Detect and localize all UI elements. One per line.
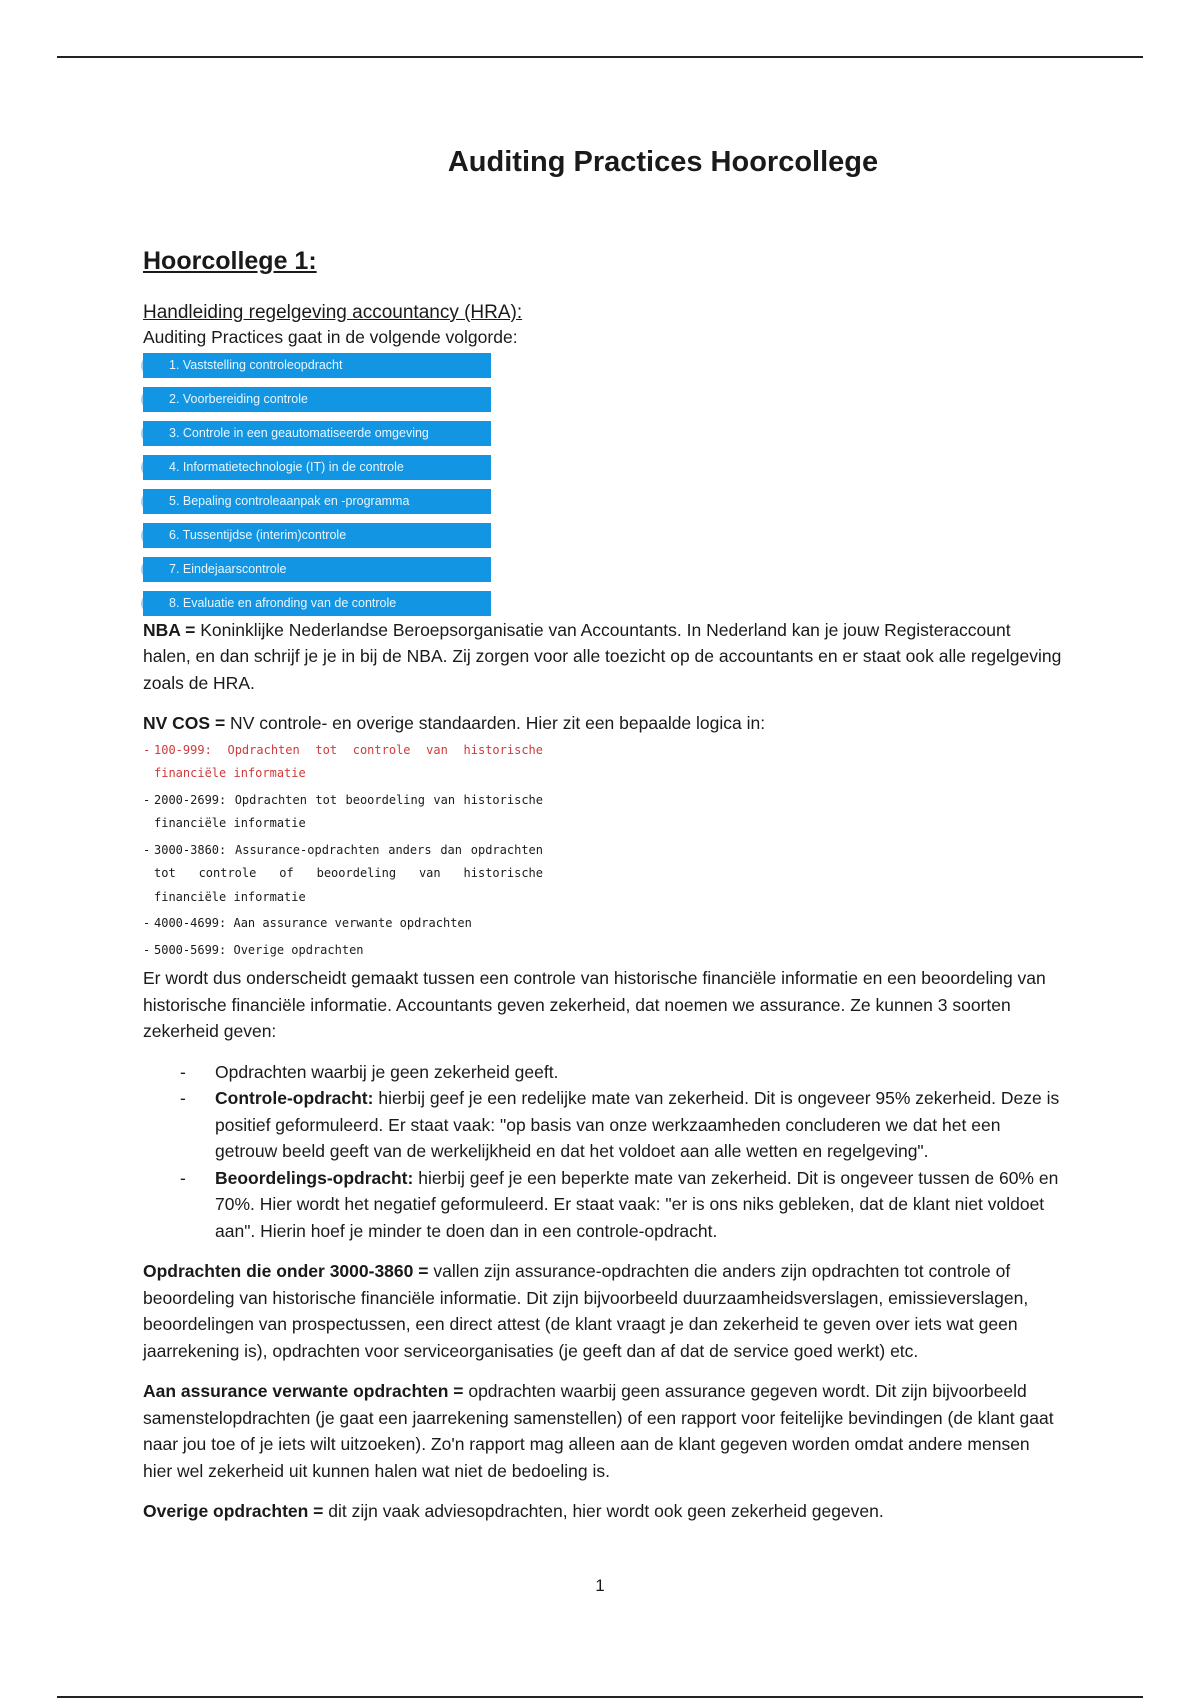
- audit-step-label: 3. Controle in een geautomatiseerde omgeving: [143, 421, 491, 446]
- code-range-item: - 100-999: Opdrachten tot controle van historische financiële informatie: [143, 739, 543, 786]
- nba-term: NBA =: [143, 619, 196, 640]
- audit-step-label: 2. Voorbereiding controle: [143, 387, 491, 412]
- standards-code-list: [143, 739, 543, 963]
- assurance-type-term: Beoordelings-opdracht:: [215, 1167, 414, 1188]
- paragraph-overige-opdrachten: [143, 1498, 1063, 1525]
- document-page: [143, 140, 1063, 1525]
- term-verwante-opdrachten: Aan assurance verwante opdrachten =: [143, 1381, 464, 1401]
- audit-step-item: [143, 557, 1063, 591]
- assurance-type-text: Opdrachten waarbij je geen zekerheid geeft.: [215, 1061, 559, 1082]
- audit-step-label: 1. Vaststelling controleopdracht: [143, 353, 491, 378]
- nvcos-paragraph: [143, 710, 1063, 737]
- paragraph-3000-3860: [143, 1258, 1063, 1364]
- definition-3000-3860: vallen zijn assurance-opdrachten die anders zijn opdrachten tot controle of beoordeling van historische financiële informatie. Dit zijn bijvoorbeeld duurzaamheidsverslagen, emissieverslagen, beoordelingen van prospectussen, een direct attest (de klant vraagt je dan zekerheid te geven over iets wat geen jaarrekening is), opdrachten voor serviceorganisaties (je geeft dan af dat de service goed werkt) etc.: [143, 1261, 1029, 1361]
- code-range-item: - 4000-4699: Aan assurance verwante opdrachten: [143, 912, 543, 936]
- audit-step-label: 5. Bepaling controleaanpak en -programma: [143, 489, 491, 514]
- assurance-intro-paragraph: Er wordt dus onderscheidt gemaakt tussen een controle van historische financiële informatie en een beoordeling van historische financiële informatie. Accountants geven zekerheid, dat noemen we assurance. Ze kunnen 3 soorten zekerheid geven:: [143, 968, 1046, 1041]
- assurance-type-item: [143, 1165, 1063, 1245]
- audit-step-label: 4. Informatietechnologie (IT) in de controle: [143, 455, 491, 480]
- paragraph-verwante-opdrachten: [143, 1378, 1063, 1484]
- page-number: 1: [595, 1576, 605, 1595]
- nba-definition: Koninklijke Nederlandse Beroepsorganisatie van Accountants. In Nederland kan je jouw Registeraccount halen, en dan schrijf je je in bij de NBA. Zij zorgen voor alle toezicht op de accountants en er staat ook alle regelgeving zoals de HRA.: [143, 619, 1062, 693]
- header-rule: [57, 56, 1143, 58]
- assurance-type-item: [143, 1059, 1063, 1086]
- definition-verwante-opdrachten: opdrachten waarbij geen assurance gegeven wordt. Dit zijn bijvoorbeeld samenstelopdrachten (je gaat een jaarrekening samenstellen) of een rapport voor feitelijke bevindingen (de klant gaat naar jou toe of je iets wilt uitzoeken). Zo'n rapport mag alleen aan de klant gegeven worden omdat andere mensen hier wel zekerheid uit kunnen halen wat niet de bedoeling is.: [143, 1381, 1054, 1481]
- code-range-item: - 3000-3860: Assurance-opdrachten anders dan opdrachten tot controle of beoordeling van historische financiële informatie: [143, 839, 543, 910]
- audit-step-label: 6. Tussentijdse (interim)controle: [143, 523, 491, 548]
- footer-rule: [57, 1696, 1143, 1698]
- nvcos-definition: NV controle- en overige standaarden. Hier zit een bepaalde logica in:: [225, 713, 766, 733]
- document-title: Auditing Practices Hoorcollege: [447, 146, 879, 178]
- audit-step-item: [143, 455, 1063, 489]
- assurance-type-item: [143, 1085, 1063, 1165]
- audit-step-item: [143, 421, 1063, 455]
- code-range-item: - 2000-2699: Opdrachten tot beoordeling van historische financiële informatie: [143, 789, 543, 836]
- nba-paragraph: [143, 617, 1063, 697]
- nvcos-term: NV COS =: [143, 713, 226, 733]
- term-3000-3860: Opdrachten die onder 3000-3860 =: [143, 1261, 429, 1281]
- audit-step-item: [143, 489, 1063, 523]
- assurance-types-list: [143, 1059, 1063, 1245]
- audit-step-item: [143, 591, 1063, 617]
- term-overige-opdrachten: Overige opdrachten =: [143, 1501, 324, 1521]
- heading-hoorcollege-1: Hoorcollege 1:: [143, 247, 317, 275]
- audit-step-item: [143, 353, 1063, 387]
- audit-step-label: 8. Evaluatie en afronding van de controle: [143, 591, 491, 616]
- assurance-type-text: hierbij geef je een beperkte mate van zekerheid. Dit is ongeveer tussen de 60% en 70%. Hier wordt het negatief geformuleerd. Er staat vaak: "er is ons niks gebleken, dat de klant niet voldoet aan". Hierin hoef je minder te doen dan in een controle-opdracht.: [215, 1167, 1059, 1241]
- audit-steps-list: [143, 353, 1063, 617]
- audit-step-label: 7. Eindejaarscontrole: [143, 557, 491, 582]
- audit-step-item: [143, 387, 1063, 421]
- code-range-item: - 5000-5699: Overige opdrachten: [143, 939, 543, 963]
- heading-hra: Handleiding regelgeving accountancy (HRA):: [143, 302, 523, 323]
- assurance-type-text: hierbij geef je een redelijke mate van zekerheid. Dit is ongeveer 95% zekerheid. Deze is positief geformuleerd. Er staat vaak: "op basis van onze werkzaamheden concluderen we dat het een getrouw beeld geeft van de werkelijkheid en dat het voldoet aan alle wetten en regelgeving".: [215, 1088, 1060, 1161]
- assurance-type-term: Controle-opdracht:: [215, 1088, 374, 1108]
- audit-step-item: [143, 523, 1063, 557]
- definition-overige-opdrachten: dit zijn vaak adviesopdrachten, hier wordt ook geen zekerheid gegeven.: [323, 1501, 884, 1521]
- intro-paragraph: Auditing Practices gaat in de volgende volgorde:: [143, 327, 518, 347]
